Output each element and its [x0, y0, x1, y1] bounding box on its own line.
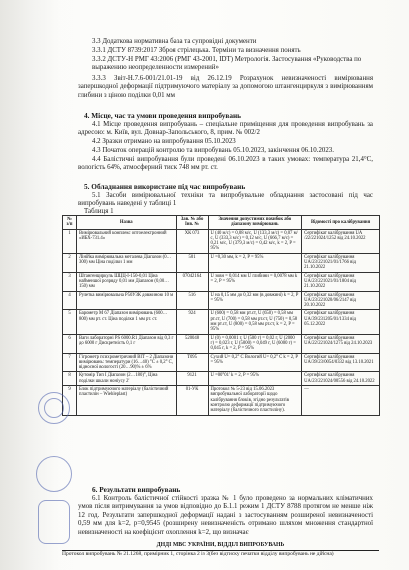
table-cell: Лінійка вимірювальна металева Діапазон (0…300) мм Ціна поділки 1 мм — [76, 253, 176, 272]
ref-item-3-3-2: 3.3.2 ДСТУ-Н РМГ 43:2006 (РМГ 43-2001, IDT) Метрологія. Застосування «Руководства по выражению неопределенности измерений» — [92, 56, 362, 72]
table-cell: 4 — [63, 291, 77, 310]
table-caption: Таблиця 1 — [84, 208, 114, 215]
table-row — [63, 334, 380, 353]
table-cell: 07042164 — [176, 272, 208, 291]
table-cell: 924 — [176, 310, 208, 334]
table-cell: 516 — [176, 291, 208, 310]
section-4-3: 4.3 Початок операцій контролю та випробувань 05.10.2023, закінчення 06.10.2023. — [92, 147, 334, 154]
table-cell: U на 0,15 мм до 0,32 мм (в довжині) k = 2, P = 95% — [208, 291, 302, 310]
table-row — [63, 310, 380, 334]
table-cell: U (600) = 0,58 мм рт.ст, U (650) = 0,58 мм рт.ст, U (700) = 0,58 мм рт.ст, U (750) = 0,58 мм рт.ст, U (800) = 0,58 мм рт.ст, k = 2, P = 95% — [208, 310, 302, 334]
table-cell: 7 — [63, 353, 77, 372]
table-cell: Гігрометр психрометричний ВІТ – 2 Діапазони вимірювань: температури (16…40) °С ± 0,2° С, відносної вологості (20…90)% ± 6% — [76, 353, 176, 372]
stamp-seal-inner-icon — [44, 398, 64, 418]
header-cell: Відомості про калібрування — [302, 216, 380, 230]
table-cell: Т095 — [176, 353, 208, 372]
section-6-heading: 6. Результати випробувань — [92, 485, 181, 494]
table-cell: 520048 — [176, 334, 208, 353]
table-row — [63, 229, 380, 253]
ref-item-3-3-3: 3.3.3 Звіт-Н.7.6-001/21.01-19 від 26.12.19 Розрахунок невизначеності вимірювання запершкодної деформації підтримуючого матеріалу за допомогою штангенциркуля з вимірюванням глибини з ціною поділки 0,01 мм — [78, 75, 373, 99]
table-cell: Сертифікат калібрування UA/23/221021/01/1766 від 21.10.2022 — [302, 253, 380, 272]
table-cell: Вимірювальний комплекс оптоелектронний «ИБХ-731.4» — [76, 229, 176, 253]
header-cell: Значення допустимих похибок або діапазону вимірювань — [208, 216, 302, 230]
table-cell: 3 — [63, 272, 77, 291]
ref-item-3-3: 3.3 Додаткова нормативна база та супровідні документи — [92, 38, 257, 45]
header-cell: № з/п — [63, 216, 77, 230]
table-cell: 01-УК — [176, 386, 208, 415]
table-cell: Сертифікат калібрування UA /22/221024/1252 від 24.10.2022 — [302, 229, 380, 253]
stamp-mark-icon — [38, 500, 70, 544]
equipment-table — [62, 215, 380, 416]
table-cell: 1 — [63, 229, 77, 253]
section-5-1: 5.1 Засоби вимірювальної техніки та випробувальне обладнання застосовані під час випробувань наведені у таблиці 1 — [78, 192, 373, 208]
table-cell: U =00°01' k = 2, P = 95% — [208, 372, 302, 386]
table-cell: Блок підтримуючого матеріалу (балістичний пластилін – Wiehleplast) — [76, 386, 176, 415]
table-cell: ХК 073 — [176, 229, 208, 253]
table-cell: U =0,30 мм, k = 2, P = 95% — [208, 253, 302, 272]
stamp-seal-icon — [36, 456, 72, 492]
table-cell: 8 — [63, 372, 77, 386]
section-5-heading: 5. Обладнання використане під час випробувань — [84, 182, 246, 191]
section-4-4: 4.4 Балістичні випробування були проведені 06.10.2023 в таких умовах: температура 21,4°С, вологість 64%, атмосферний тиск 748 мм рт. ст. — [78, 156, 373, 172]
section-6-1: 6.1 Контроль балістичної стійкості зразка № 1 було проведено за нормальних кліматичних умов після витримування за умов відповідно до Б.1.1 режим 1 ДСТУ 8788 протягом не менше ніж 12 год. Результати запершкодної деформації надані з застосуванням розширеної невизначеності 0,59 мм для k=2, p=0,9545 (розширену невизначеність отримано шляхом множення стандартної невизначеності на коефіцієнт охоплення k=2, що визначає — [78, 495, 373, 536]
table-cell: Протокол № 5-23 від 15.06.2023 випробувальної лабораторії щодо калібрування блоків, згідно результатів контролю деформації підтримуючого матеріалу (балістичного пластиліну). — [208, 386, 302, 415]
footer-note: Протокол випробувань № 21.1268, примірник 1, сторінка 2 із 3(без відтиску печатки відділу випробувань не дійсна) — [62, 551, 334, 557]
table-cell: Барометр М 67 Діапазон вимірювань (600…800) мм рт. ст. Ціна поділки 1 мм рт. ст. — [76, 310, 176, 334]
table-cell: 9121 — [176, 372, 208, 386]
table-row — [63, 272, 380, 291]
table-row — [63, 372, 380, 386]
table-cell: Сертифікат калібрування UA/23/221024/00556 від 24.10.2022 — [302, 372, 380, 386]
table-cell: 9 — [63, 386, 77, 415]
header-cell: Зав. № або Інв. № — [176, 216, 208, 230]
section-4-2: 4.2 Зразки отримано на випробування 05.10.2023 — [92, 138, 236, 145]
table-cell: 501 — [176, 253, 208, 272]
table-cell: 5 — [63, 310, 77, 334]
table-row — [63, 291, 380, 310]
ref-item-3-3-1: 3.3.1 ДСТУ 8739:2017 Зброя стрілецька. Терміни та визначення понять — [92, 47, 301, 54]
table-cell: Ваги лабораторні PS 6000.R1 Діапазон від 0,3 г до 6000 г Дискретність 0,1 г — [76, 334, 176, 353]
table-body — [63, 229, 380, 415]
section-4-1: 4.1 Місце проведення випробувань – спеціальне приміщення для проведення випробувань за адресою: м. Київ, вул. Довнар-Запольського, 8, прим. № 002/2 — [78, 121, 373, 137]
table-cell: 6 — [63, 334, 77, 353]
table-row — [63, 353, 380, 372]
table-cell: Сухий U= 0,2° С Вологий U= 0,2° С k = 2, P = 95% — [208, 353, 302, 372]
section-4-heading: 4. Місце, час та умови проведення випробувань — [84, 111, 242, 120]
table-row — [63, 253, 380, 272]
table-cell: Сертифікат калібрування UA/23/221020/06/2147 від 20.10.2022 — [302, 291, 380, 310]
table-cell: U зовн = 0,014 мм U глибини = 0,0078 мм k = 2, P = 95% — [208, 272, 302, 291]
table-cell: Сертифікат калібрування UA/39/23/0054/0332 від 13.10.2021 — [302, 353, 380, 372]
table-cell: Сертифікат калібрування UA/23/221021/01/1804 від 21.10.2022 — [302, 272, 380, 291]
table-cell: Рулетка вимірювальна Р50УЗК довжиною 10 м — [76, 291, 176, 310]
table-cell: — — [302, 386, 380, 415]
footer-organization: ДНДІ МВС УКРАЇНИ, ВІДДІЛ ВИПРОБУВАНЬ — [156, 542, 285, 548]
table-cell: Сертифікат калібрування UA/22/221024/1275 від 24.10.2023 — [302, 334, 380, 353]
table-cell: Сертифікат калібрування UA/39/231205/01/1334 від 05.12.2022 — [302, 310, 380, 334]
page-footer — [62, 542, 379, 557]
table-row — [63, 386, 380, 415]
table-cell: 2 — [63, 253, 77, 272]
header-cell: Назва — [76, 216, 176, 230]
table-cell: Кутомір Тип І Діапазон (2…180)°, Ціна поділки шкали ноніусу 2' — [76, 372, 176, 386]
table-header-row — [63, 216, 380, 230]
table-cell: U (0) = 0,0001 г, U (500 г) = 0,02 г, U (2000 г) = 0,023 г, U (5000) = 0,049 г, U (6000 г) = 0,045 г, k = 2, P = 95% — [208, 334, 302, 353]
table-cell: Штангенциркуль ШЦЦ-I-150-0,01 Ціна найменшої розряду 0,01 мм Діапазон (0,00…150) мм — [76, 272, 176, 291]
table-cell: U (40 м/с) = 0,08 м/с, U (133,3 м/с) = 0,07 м/с, U (333,3 м/с) = 0,12 м/с, U (666,7 м/с) = 0,21 м/с, U (379,3 м/с) = 0,42 м/с, k = 2, P = 95% — [208, 229, 302, 253]
